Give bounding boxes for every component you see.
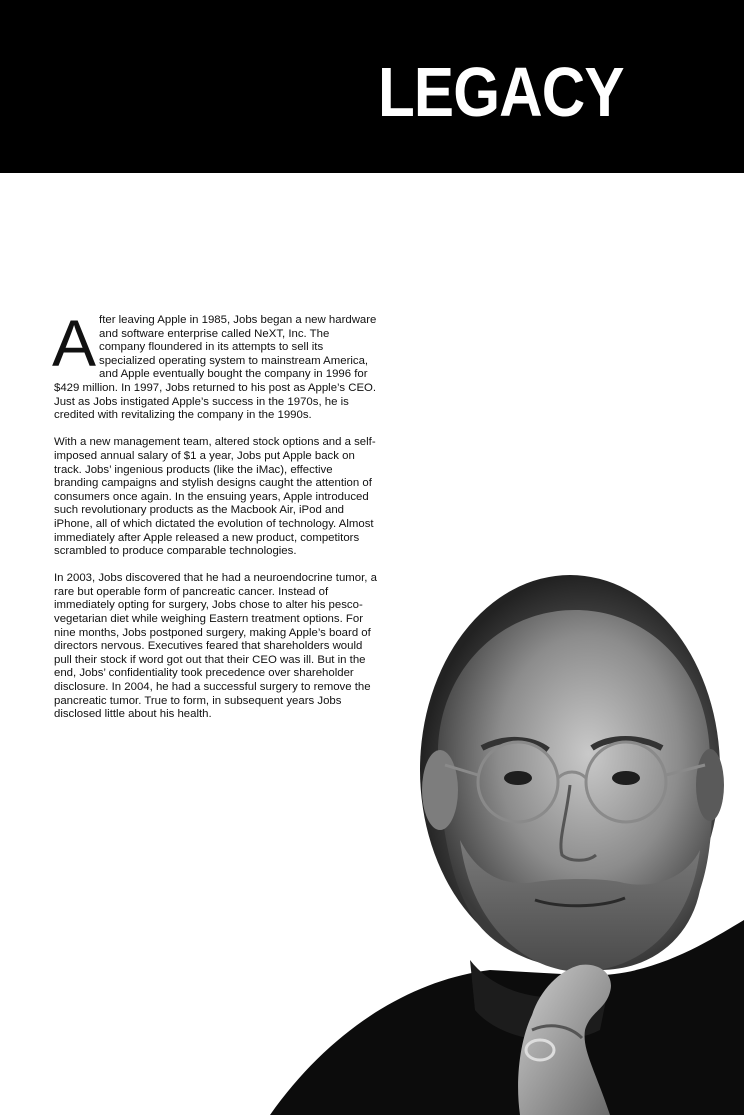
header-banner [0,0,744,173]
drop-cap: A [52,306,97,380]
paragraph-3: In 2003, Jobs discovered that he had a neuroendocrine tumor, a rare but operable form of pancreatic cancer. Instead of immediately opting for surgery, Jobs chose to alter his pesco-vegetarian diet while weighing Eastern treatment options. For nine months, Jobs postponed surgery, making Apple’s board of directors nervous. Executives feared that shareholders would pull their stock if word got out that their CEO was ill. But in the end, Jobs’ confidentiality took precedence over shareholder disclosure. In 2004, he had a successful surgery to remove the pancreatic tumor. True to form, in subsequent years Jobs disclosed little about his health. [54,572,377,721]
page-title: LEGACY [378,53,624,131]
paragraph-1-text: fter leaving Apple in 1985, Jobs began a new hardware and software enterprise called NeXT, Inc. The company floundered in its attempts to sell its specialized operating system to mainstream America, and Apple eventually bought the company in 1996 for $429 million. In 1997, Jobs returned to his post as Apple’s CEO. Just as Jobs instigated Apple’s success in the 1970s, he is credited with revitalizing the company in the 1990s. [54,314,377,422]
paragraph-2: With a new management team, altered stock options and a self-imposed annual salary of $1 a year, Jobs put Apple back on track. Jobs’ ingenious products (like the iMac), effective branding campaigns and stylish designs caught the attention of consumers once again. In the ensuing years, Apple introduced such revolutionary products as the Macbook Air, iPod and iPhone, all of which dictated the evolution of technology. Almost immediately after Apple released a new product, competitors scrambled to produce comparable technologies. [54,436,376,558]
portrait-photo [270,560,744,1115]
paragraph-1 [52,306,378,423]
